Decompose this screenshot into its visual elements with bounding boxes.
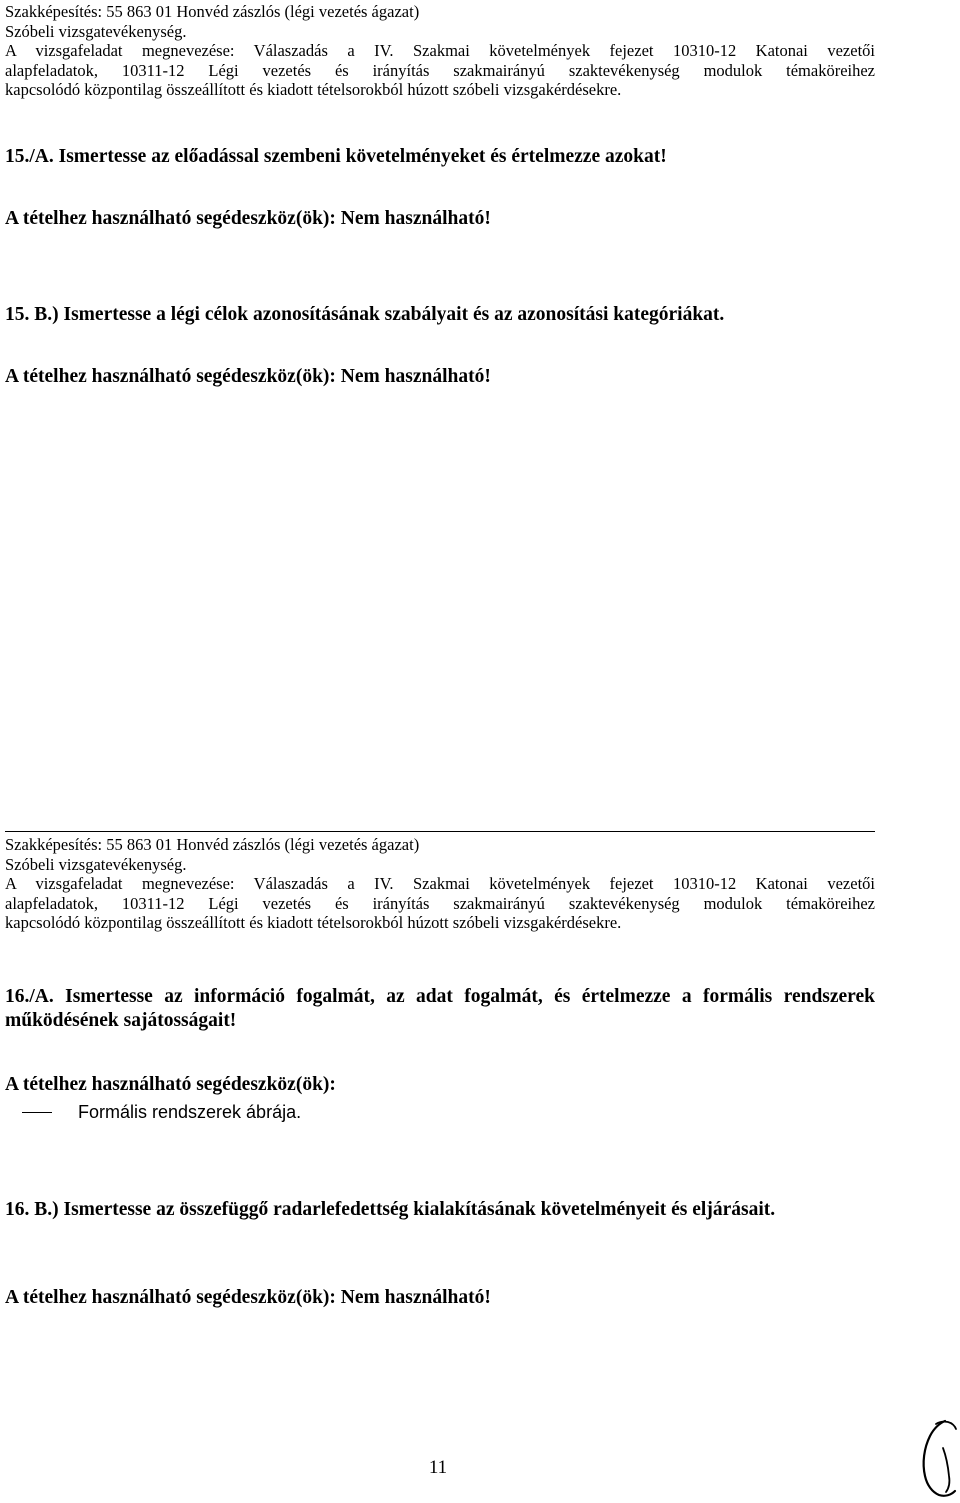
activity-line: Szóbeli vizsgatevékenység. (5, 854, 187, 874)
qualification-line: Szakképesítés: 55 863 01 Honvéd zászlós (légi vezetés ágazat) (5, 2, 420, 21)
tool-list-item (22, 1101, 301, 1123)
question-15a: 15./A. Ismertesse az előadással szembeni követelményeket és értelmezze azokat! (5, 146, 667, 167)
task-name-line: A vizsgafeladat megnevezése: Válaszadás a IV. Szakmai követelmények fejezet 10310-12 Katonai vezetői (5, 874, 875, 893)
tools-15a: A tételhez használható segédeszköz(ök): Nem használható! (5, 208, 491, 229)
exam-header-2 (5, 835, 875, 933)
qualification-line: Szakképesítés: 55 863 01 Honvéd zászlós (légi vezetés ágazat) (5, 835, 420, 854)
exam-header-1 (5, 2, 875, 100)
task-name-line: A vizsgafeladat megnevezése: Válaszadás a IV. Szakmai követelmények fejezet 10310-12 Katonai vezetői (5, 41, 875, 60)
dash-bullet-icon (22, 1112, 52, 1114)
task-name-line: alapfeladatok, 10311-12 Légi vezetés és irányítás szakmairányú szaktevékenység modulok témaköreihez (5, 893, 875, 913)
tools-16a: A tételhez használható segédeszköz(ök): (5, 1074, 336, 1095)
page-number: 11 (428, 1457, 448, 1478)
task-name-line: alapfeladatok, 10311-12 Légi vezetés és irányítás szakmairányú szaktevékenység modulok témaköreihez (5, 60, 875, 80)
question-16b: 16. B.) Ismertesse az összefüggő radarlefedettség kialakításának követelményeit és eljárásait. (5, 1199, 776, 1220)
question-15b: 15. B.) Ismertesse a légi célok azonosításának szabályait és az azonosítási kategóriákat. (5, 304, 725, 325)
tool-item-label: Formális rendszerek ábrája. (78, 1102, 302, 1122)
task-name-line: kapcsolódó központilag összeállított és kiadott tételsorokból húzott szóbeli vizsgakérdésekre. (5, 80, 622, 99)
tools-16b: A tételhez használható segédeszköz(ök): Nem használható! (5, 1287, 491, 1308)
tools-15b: A tételhez használható segédeszköz(ök): Nem használható! (5, 366, 491, 387)
task-name-line: kapcsolódó központilag összeállított és kiadott tételsorokból húzott szóbeli vizsgakérdésekre. (5, 913, 622, 932)
signature-mark (918, 1418, 958, 1500)
section-divider (5, 831, 875, 832)
activity-line: Szóbeli vizsgatevékenység. (5, 21, 187, 41)
question-16a: 16./A. Ismertesse az információ fogalmát, az adat fogalmát, és értelmezze a formális rendszerek működésének sajátosságait! (5, 986, 875, 1031)
